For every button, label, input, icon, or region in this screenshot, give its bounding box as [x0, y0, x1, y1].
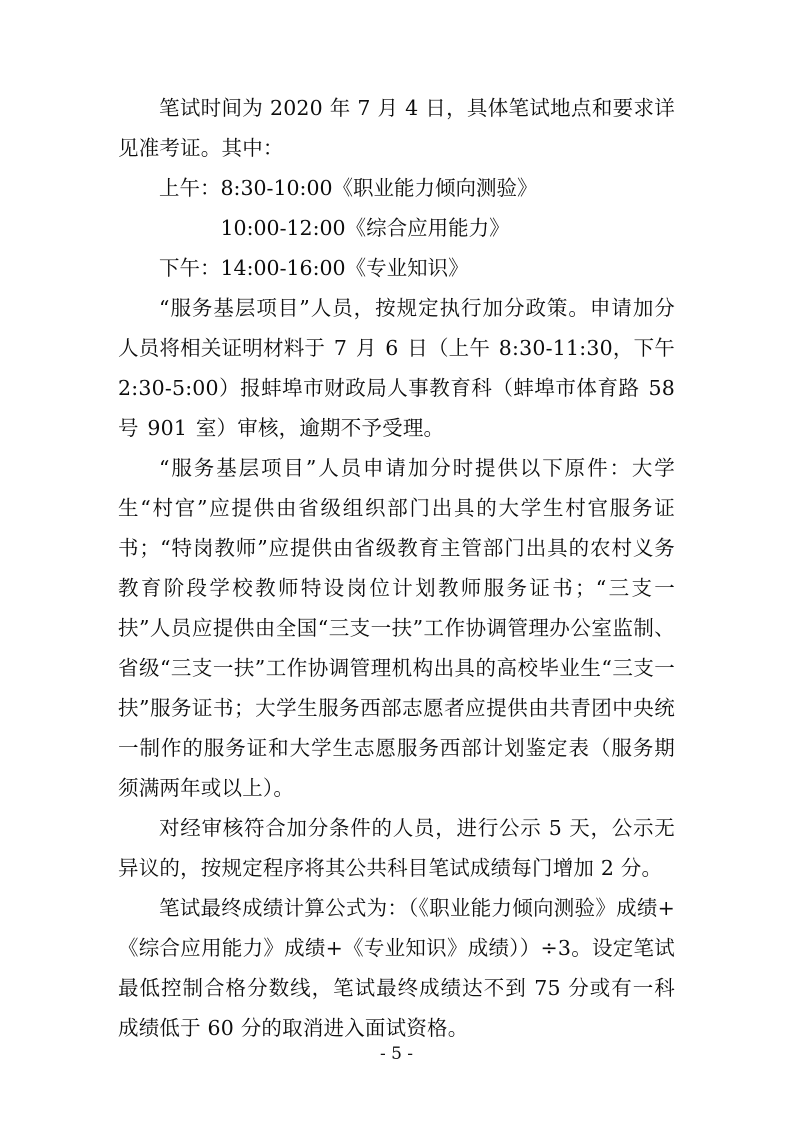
- exam-schedule-item-morning-1: 上午：8:30-10:00《职业能力倾向测验》: [159, 176, 538, 200]
- exam-schedule-item-afternoon: 下午：14:00-16:00《专业知识》: [159, 256, 469, 280]
- paragraph-publicity-period: 对经审核符合加分条件的人员，进行公示 5 天，公示无异议的，按规定程序将其公共科目笔试成绩每门增加 2 分。: [118, 816, 675, 880]
- paragraph-bonus-policy: “服务基层项目”人员，按规定执行加分政策。申请加分人员将相关证明材料于 7 月 6 日（上午 8:30-11:30，下午 2:30-5:00）报蚌埠市财政局人事教育科（蚌埠市体育路 58 号 901 室）审核，逾期不予受理。: [118, 296, 675, 440]
- exam-schedule-list: [118, 168, 675, 288]
- paragraph-score-formula: 笔试最终成绩计算公式为：（《职业能力倾向测验》成绩+《综合应用能力》成绩+《专业知识》成绩））÷3。设定笔试最低控制合格分数线，笔试最终成绩达不到 75 分或有一科成绩低于 60 分的取消进入面试资格。: [118, 896, 675, 1040]
- paragraph-required-documents: “服务基层项目”人员申请加分时提供以下原件：大学生“村官”应提供由省级组织部门出具的大学生村官服务证书；“特岗教师”应提供由省级教育主管部门出具的农村义务教育阶段学校教师特设岗位计划教师服务证书；“三支一扶”人员应提供由全国“三支一扶”工作协调管理办公室监制、省级“三支一扶”工作协调管理机构出具的高校毕业生“三支一扶”服务证书；大学生服务西部志愿者应提供由共青团中央统一制作的服务证和大学生志愿服务西部计划鉴定表（服务期须满两年或以上）。: [118, 456, 675, 800]
- page-number-footer: - 5 -: [379, 1044, 414, 1064]
- paragraph-exam-time: 笔试时间为 2020 年 7 月 4 日，具体笔试地点和要求详见准考证。其中：: [118, 96, 675, 160]
- exam-schedule-item-morning-2: 10:00-12:00《综合应用能力》: [220, 216, 510, 240]
